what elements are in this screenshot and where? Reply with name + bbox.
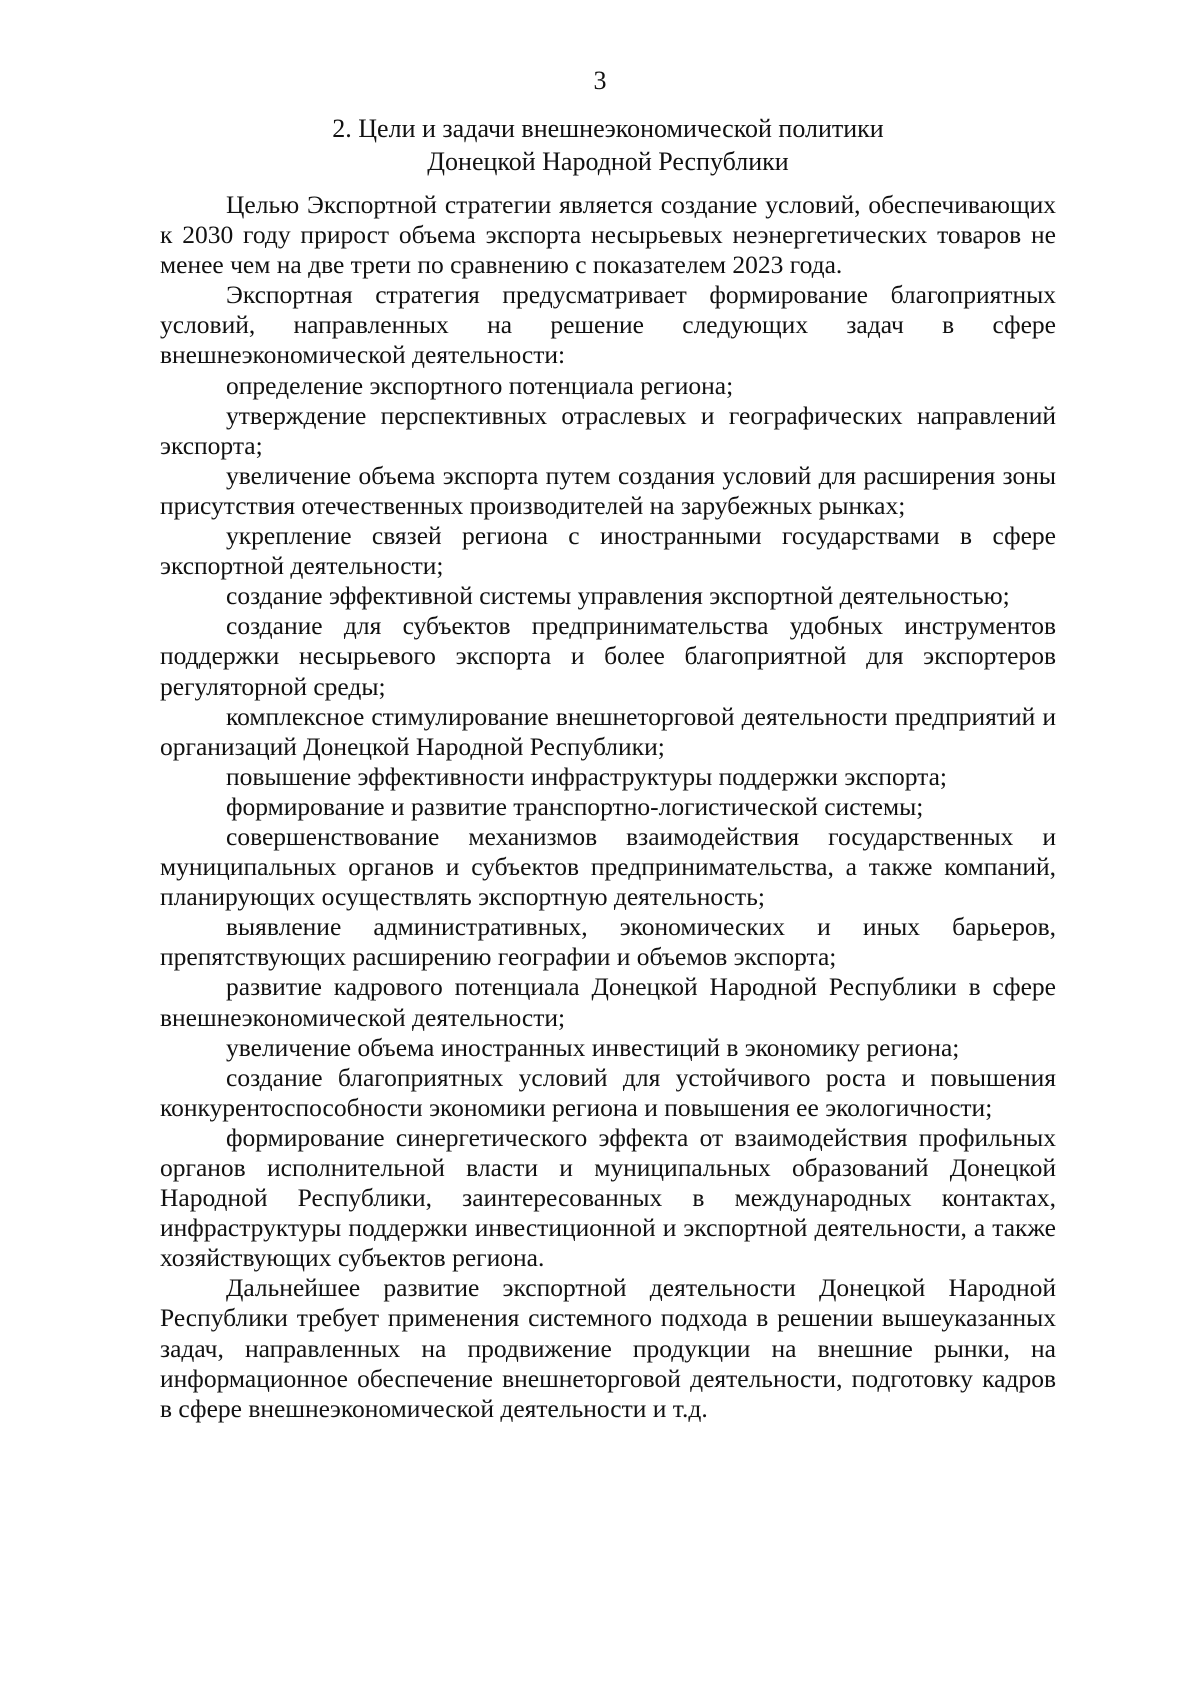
paragraph-conclusion: Дальнейшее развитие экспортной деятельности Донецкой Народной Республики требует применения системного подхода в решении вышеуказанных задач, направленных на продвижение продукции на внешние рынки, на информационное обеспечение внешнеторговой деятельности, подготовку кадров в сфере внешнеэкономической деятельности и т.д.	[160, 1273, 1056, 1423]
list-item-task: утверждение перспективных отраслевых и географических направлений экспорта;	[160, 400, 1056, 460]
list-item-task: выявление административных, экономических и иных барьеров, препятствующих расширению географии и объемов экспорта;	[160, 912, 1056, 972]
list-item-task: повышение эффективности инфраструктуры поддержки экспорта;	[226, 761, 947, 791]
list-item-task: создание эффективной системы управления экспортной деятельностью;	[226, 581, 1010, 611]
list-item-task: определение экспортного потенциала региона;	[226, 370, 734, 400]
section-heading-line-1: 2. Цели и задачи внешнеэкономической политики	[332, 114, 884, 143]
document-body	[160, 190, 1056, 1424]
list-item-task: укрепление связей региона с иностранными государствами в сфере экспортной деятельности;	[160, 521, 1056, 581]
list-item-task: увеличение объема экспорта путем создания условий для расширения зоны присутствия отечественных производителей на зарубежных рынках;	[160, 460, 1056, 520]
page-number: 3	[593, 66, 607, 95]
list-item-task: развитие кадрового потенциала Донецкой Народной Республики в сфере внешнеэкономической деятельности;	[160, 972, 1056, 1032]
list-item-task: создание благоприятных условий для устойчивого роста и повышения конкурентоспособности экономики региона и повышения ее экологичности;	[160, 1062, 1056, 1122]
list-item-task: формирование синергетического эффекта от взаимодействия профильных органов исполнительной власти и муниципальных образований Донецкой Народной Республики, заинтересованных в международных контактах, инфраструктуры поддержки инвестиционной и экспортной деятельности, а также хозяйствующих субъектов региона.	[160, 1122, 1056, 1273]
list-item-task: создание для субъектов предпринимательства удобных инструментов поддержки несырьевого экспорта и более благоприятной для экспортеров регуляторной среды;	[160, 611, 1056, 701]
section-heading	[160, 112, 1056, 178]
list-item-task: формирование и развитие транспортно-логистической системы;	[226, 791, 924, 821]
paragraph-goal: Целью Экспортной стратегии является создание условий, обеспечивающих к 2030 году прирост объема экспорта несырьевых неэнергетических товаров не менее чем на две трети по сравнению с показателем 2023 года.	[160, 190, 1056, 280]
paragraph-intro: Экспортная стратегия предусматривает формирование благоприятных условий, направленных на решение следующих задач в сфере внешнеэкономической деятельности:	[160, 280, 1056, 370]
section-heading-line-2: Донецкой Народной Республики	[427, 147, 789, 176]
list-item-task: комплексное стимулирование внешнеторговой деятельности предприятий и организаций Донецкой Народной Республики;	[160, 701, 1056, 761]
list-item-task: увеличение объема иностранных инвестиций в экономику региона;	[226, 1032, 960, 1062]
list-item-task: совершенствование механизмов взаимодействия государственных и муниципальных органов и субъектов предпринимательства, а также компаний, планирующих осуществлять экспортную деятельность;	[160, 821, 1056, 912]
